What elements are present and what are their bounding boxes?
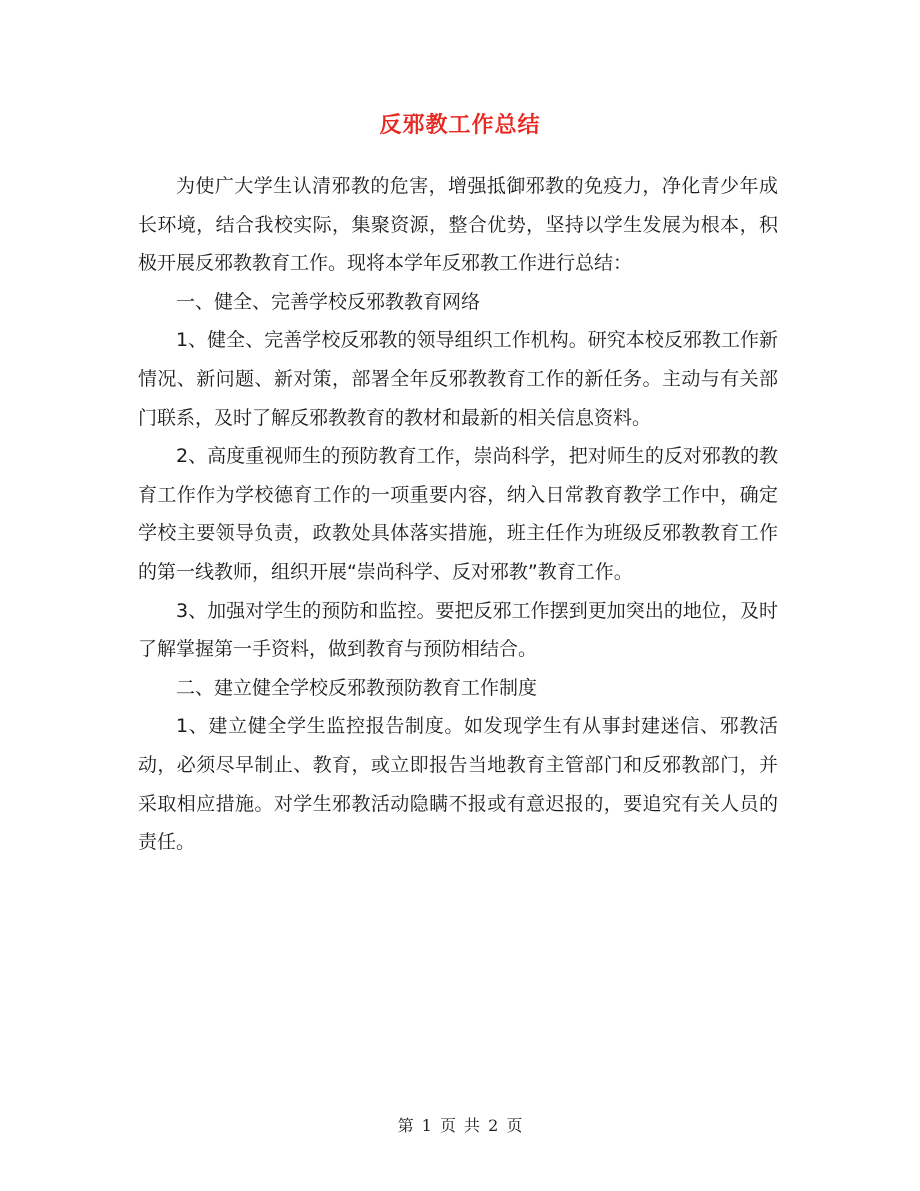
document-body (138, 167, 778, 862)
intro-paragraph: 为使广大学生认清邪教的危害，增强抵御邪教的免疫力，净化青少年成长环境，结合我校实际，集聚资源，整合优势，坚持以学生发展为根本，积极开展反邪教教育工作。现将本学年反邪教工作进行总结： (138, 175, 778, 275)
paragraph-1-2: 2、高度重视师生的预防教育工作，崇尚科学，把对师生的反对邪教的教育工作作为学校德育工作的一项重要内容，纳入日常教育教学工作中，确定学校主要领导负责，政教处具体落实措施，班主任作为班级反邪教教育工作的第一线教师，组织开展“崇尚科学、反对邪教”教育工作。 (138, 445, 778, 583)
document-title: 反邪教工作总结 (379, 113, 541, 138)
section-heading-2: 二、建立健全学校反邪教预防教育工作制度 (176, 676, 538, 699)
page-number-footer: 第 1 页 共 2 页 (397, 1116, 523, 1135)
paragraph-2-1: 1、建立健全学生监控报告制度。如发现学生有从事封建迷信、邪教活动，必须尽早制止、教育，或立即报告当地教育主管部门和反邪教部门，并采取相应措施。对学生邪教活动隐瞒不报或有意迟报的，要追究有关人员的责任。 (138, 715, 778, 854)
paragraph-1-3: 3、加强对学生的预防和监控。要把反邪工作摆到更加突出的地位，及时了解掌握第一手资料，做到教育与预防相结合。 (138, 599, 778, 661)
paragraph-1-1: 1、健全、完善学校反邪教的领导组织工作机构。研究本校反邪教工作新情况、新问题、新对策，部署全年反邪教教育工作的新任务。主动与有关部门联系，及时了解反邪教教育的教材和最新的相关信息资料。 (138, 329, 778, 429)
section-heading-1: 一、健全、完善学校反邪教教育网络 (176, 290, 481, 313)
